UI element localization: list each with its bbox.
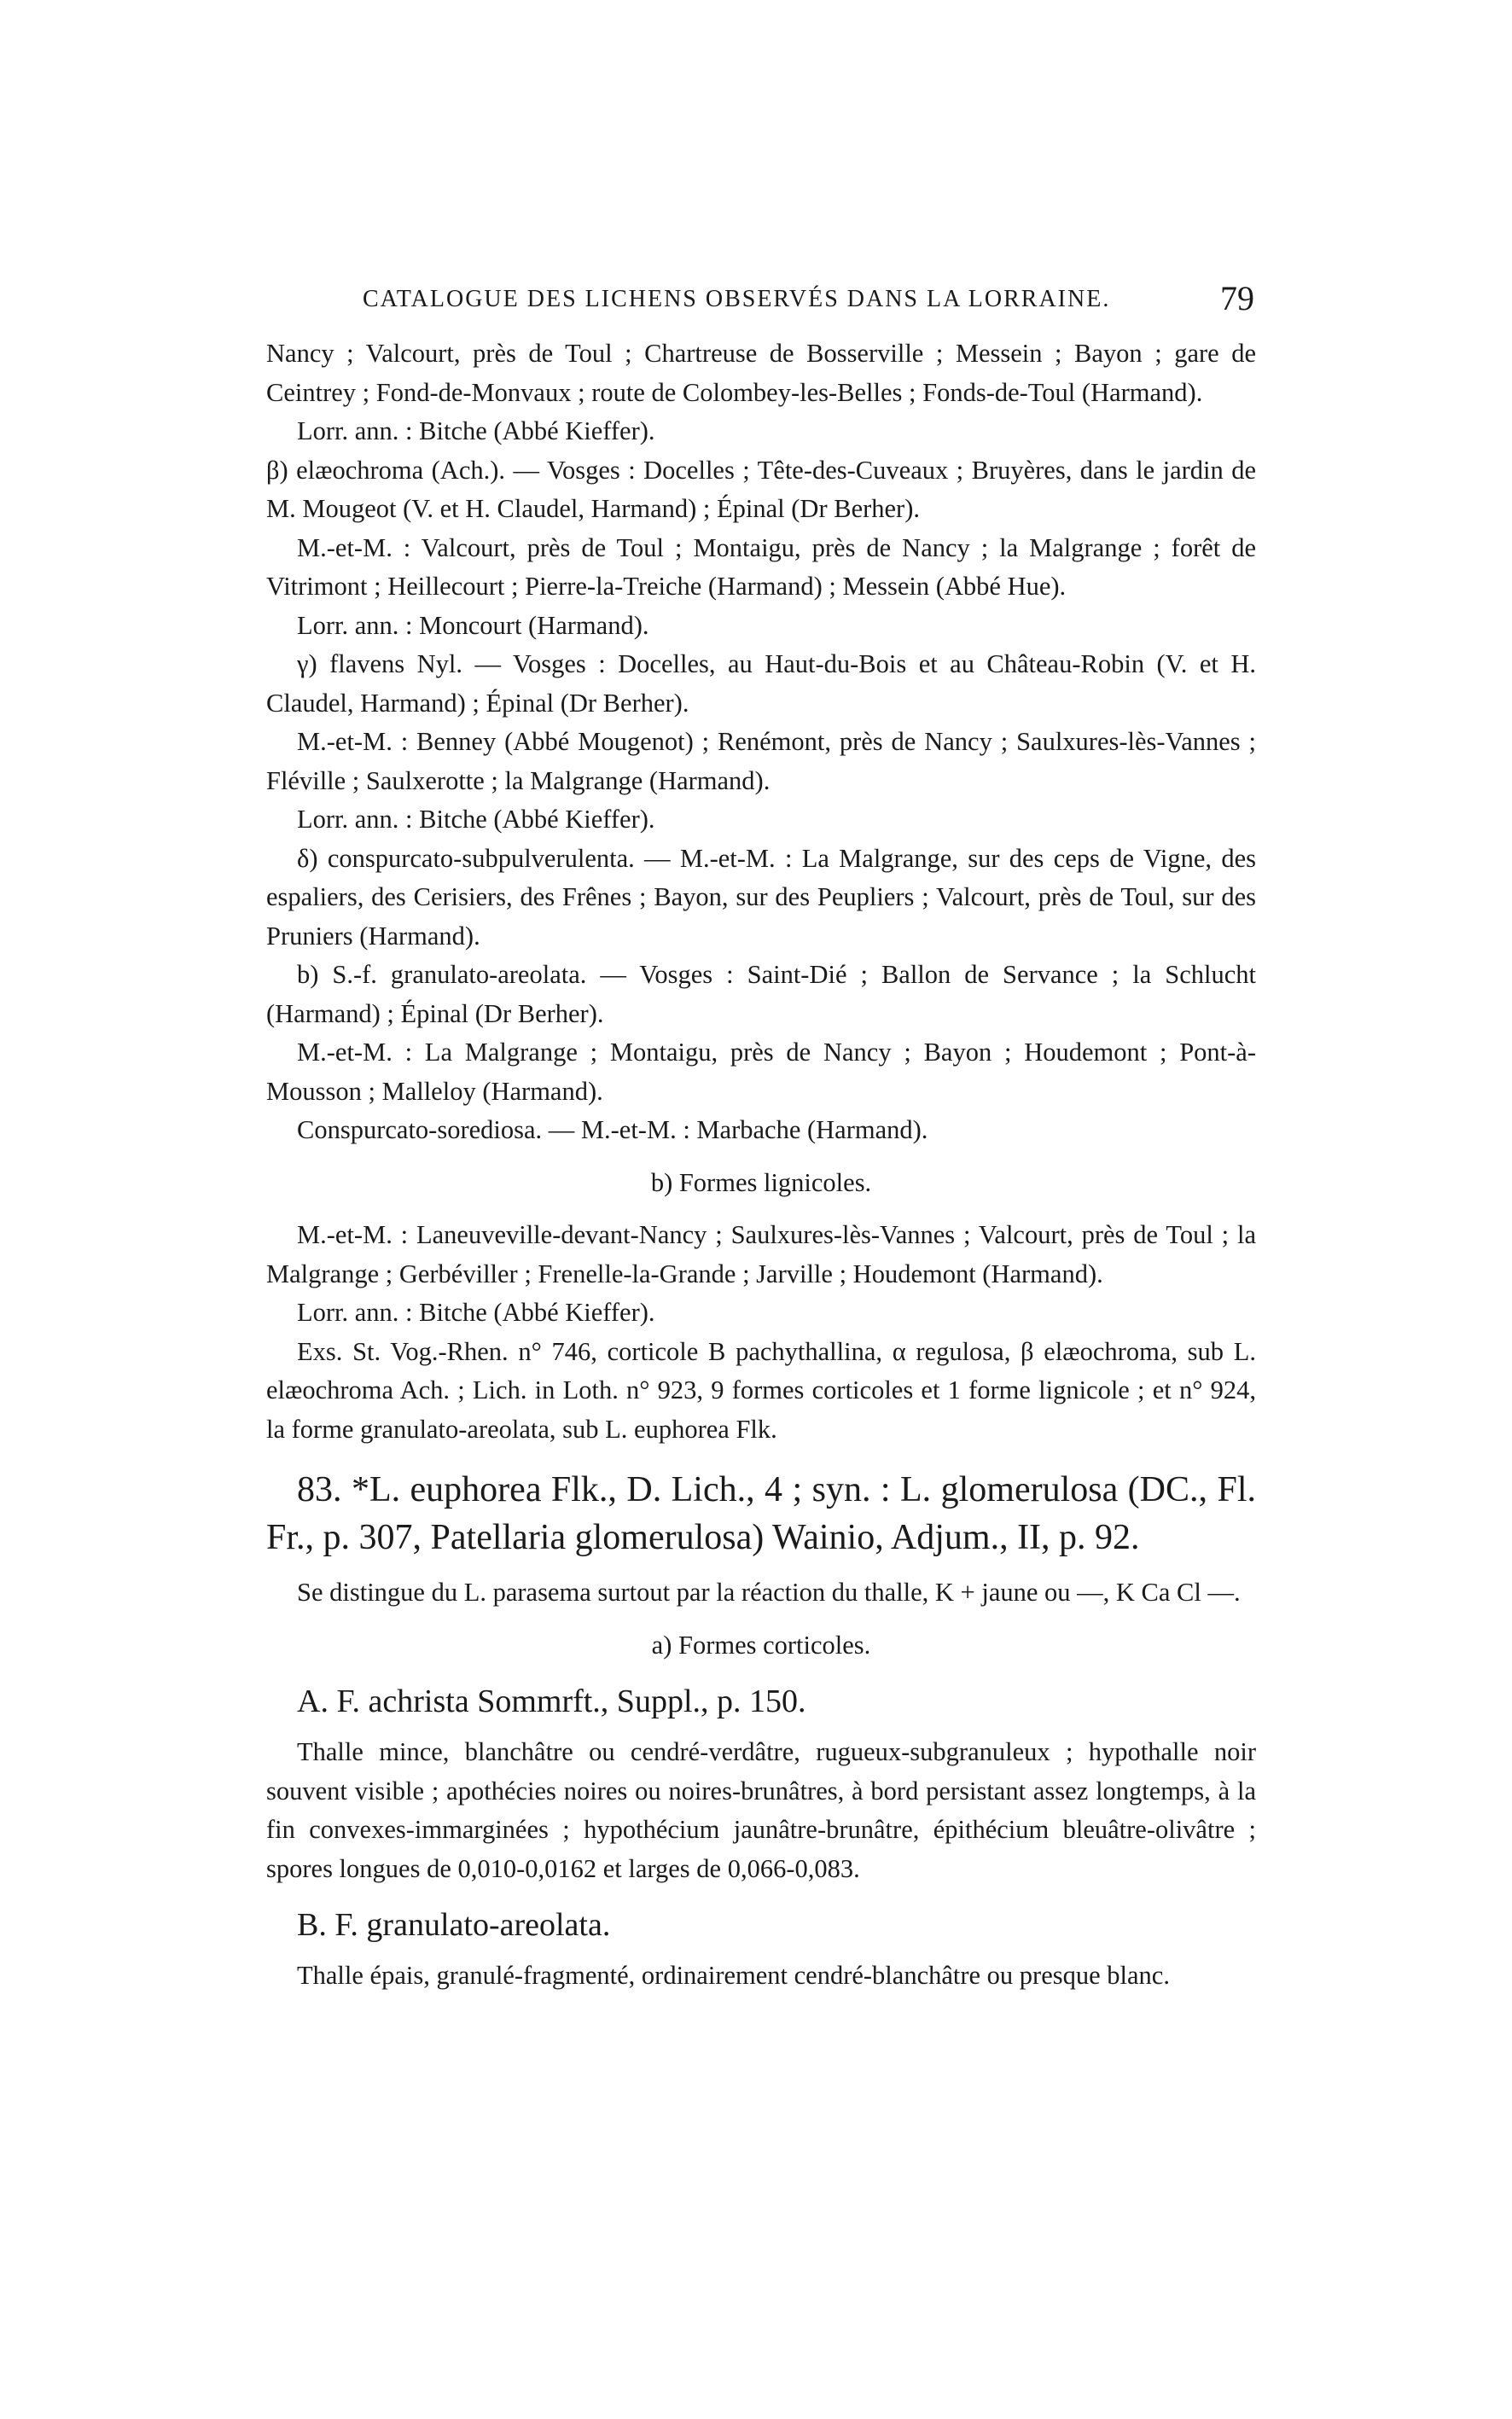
form-description: Thalle épais, granulé-fragmenté, ordinairement cendré-blanchâtre ou presque blanc.: [297, 1961, 1170, 1990]
paragraph: β) elæochroma (Ach.). — Vosges : Docelles ; Tête-des-Cuveaux ; Bruyères, dans le jardin de M. Mougeot (V. et H. Claudel, Harmand) ; Épinal (Dr Berher).: [266, 455, 1256, 523]
species-heading: 83. *L. euphorea Flk., D. Lich., 4 ; syn. : L. glomerulosa (DC., Fl. Fr., p. 307, Patellaria glomerulosa) Wainio, Adjum., II, p. 92.: [266, 1470, 1256, 1557]
paragraph: Nancy ; Valcourt, près de Toul ; Chartreuse de Bosserville ; Messein ; Bayon ; gare de Ceintrey ; Fond-de-Monvaux ; route de Colombey-les-Belles ; Fonds-de-Toul (Harmand).: [266, 339, 1256, 407]
body-text: [266, 334, 1256, 1996]
form-heading: B. F. granulato-areolata.: [297, 1907, 611, 1943]
paragraph: Exs. St. Vog.-Rhen. n° 746, corticole B pachythallina, α regulosa, β elæochroma, sub L. elæochroma Ach. ; Lich. in Loth. n° 923, 9 formes corticoles et 1 forme lignicole ; et n° 924, la forme granulato-areolata, sub L. euphorea Flk.: [266, 1336, 1256, 1444]
paragraph: Lorr. ann. : Moncourt (Harmand).: [297, 610, 649, 640]
paragraph: M.-et-M. : Valcourt, près de Toul ; Montaigu, près de Nancy ; la Malgrange ; forêt de Vitrimont ; Heillecourt ; Pierre-la-Treiche (Harmand) ; Messein (Abbé Hue).: [266, 532, 1256, 601]
paragraph: M.-et-M. : Laneuveville-devant-Nancy ; Saulxures-lès-Vannes ; Valcourt, près de Toul ; la Malgrange ; Gerbéviller ; Frenelle-la-Grande ; Jarville ; Houdemont (Harmand).: [266, 1220, 1256, 1288]
paragraph: Conspurcato-sorediosa. — M.-et-M. : Marbache (Harmand).: [297, 1115, 928, 1144]
paragraph: δ) conspurcato-subpulverulenta. — M.-et-M. : La Malgrange, sur des ceps de Vigne, des espaliers, des Cerisiers, des Frênes ; Bayon, sur des Peupliers ; Valcourt, près de Toul, sur des Pruniers (Harmand).: [266, 843, 1256, 951]
paragraph: Lorr. ann. : Bitche (Abbé Kieffer).: [297, 1298, 655, 1327]
species-description: Se distingue du L. parasema surtout par la réaction du thalle, K + jaune ou —, K Ca Cl —.: [297, 1578, 1241, 1607]
paragraph: M.-et-M. : La Malgrange ; Montaigu, près de Nancy ; Bayon ; Houdemont ; Pont-à-Mousson ; Malleloy (Harmand).: [266, 1038, 1256, 1106]
paragraph: Lorr. ann. : Bitche (Abbé Kieffer).: [297, 416, 655, 445]
form-heading: A. F. achrista Sommrft., Suppl., p. 150.: [297, 1683, 806, 1719]
page-number: 79: [1220, 279, 1254, 317]
paragraph: b) S.-f. granulato-areolata. — Vosges : Saint-Dié ; Ballon de Servance ; la Schlucht (Harmand) ; Épinal (Dr Berher).: [266, 960, 1256, 1028]
paragraph: γ) flavens Nyl. — Vosges : Docelles, au Haut-du-Bois et au Château-Robin (V. et H. Claudel, Harmand) ; Épinal (Dr Berher).: [266, 649, 1256, 718]
running-title: CATALOGUE DES LICHENS OBSERVÉS DANS LA LORRAINE.: [363, 286, 1111, 312]
form-description: Thalle mince, blanchâtre ou cendré-verdâtre, rugueux-subgranuleux ; hypothalle noir souvent visible ; apothécies noires ou noires-brunâtres, à bord persistant assez longtemps, à la fin convexes-immarginées ; hypothécium jaunâtre-brunâtre, épithécium bleuâtre-olivâtre ; spores longues de 0,010-0,0162 et larges de 0,066-0,083.: [266, 1737, 1256, 1883]
paragraph: M.-et-M. : Benney (Abbé Mougenot) ; Renémont, près de Nancy ; Saulxures-lès-Vannes ; Fléville ; Saulxerotte ; la Malgrange (Harmand).: [266, 727, 1256, 795]
section-title: b) Formes lignicoles.: [650, 1167, 872, 1197]
section-title: a) Formes corticoles.: [651, 1630, 871, 1660]
paragraph: Lorr. ann. : Bitche (Abbé Kieffer).: [297, 805, 655, 834]
